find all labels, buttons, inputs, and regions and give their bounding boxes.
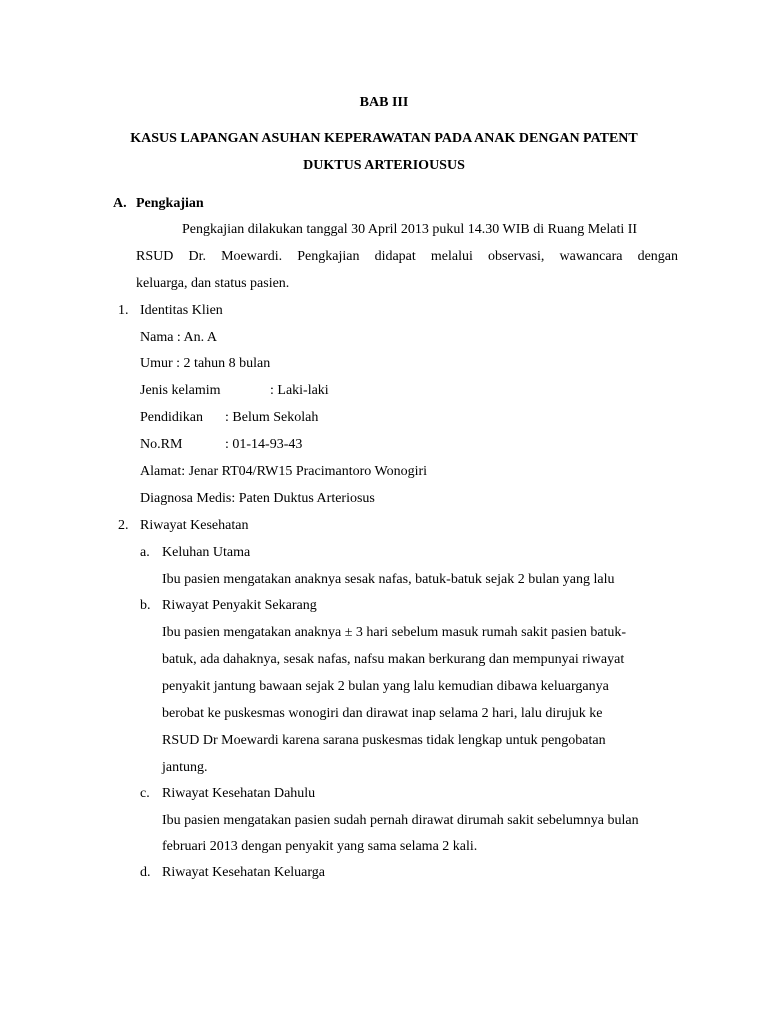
field-jenis-kelamin-value: : Laki-laki: [270, 383, 329, 398]
subitem-c-line-1: Ibu pasien mengatakan pasien sudah pernah dirawat dirumah sakit sebelumnya bulan: [162, 813, 639, 828]
subitem-b-line-5: RSUD Dr Moewardi karena sarana puskesmas tidak lengkap untuk pengobatan: [162, 733, 606, 748]
field-alamat: Alamat: Jenar RT04/RW15 Pracimantoro Wonogiri: [140, 464, 428, 479]
section-a-marker: A.: [113, 196, 127, 211]
subitem-d-marker: d.: [140, 865, 151, 880]
subitem-b-marker: b.: [140, 598, 151, 613]
field-pendidikan-value: : Belum Sekolah: [225, 410, 319, 425]
subitem-c-heading: Riwayat Kesehatan Dahulu: [162, 786, 316, 801]
subitem-a-heading: Keluhan Utama: [162, 545, 251, 560]
field-pendidikan-label: Pendidikan: [140, 410, 203, 425]
field-norm-label: No.RM: [140, 437, 183, 452]
field-diagnosa: Diagnosa Medis: Paten Duktus Arteriosus: [140, 491, 375, 506]
subitem-c-marker: c.: [140, 786, 150, 801]
subitem-b-line-6: jantung.: [162, 760, 208, 775]
item-1-heading: Identitas Klien: [140, 303, 223, 318]
field-norm-value: : 01-14-93-43: [225, 437, 303, 452]
field-nama: Nama : An. A: [140, 330, 217, 345]
subitem-a-marker: a.: [140, 545, 150, 560]
intro-line-3: keluarga, dan status pasien.: [136, 276, 290, 291]
subitem-b-line-3: penyakit jantung bawaan sejak 2 bulan yang lalu kemudian dibawa keluarganya: [162, 679, 609, 694]
section-a-heading: Pengkajian: [136, 196, 204, 211]
subitem-b-line-4: berobat ke puskesmas wonogiri dan dirawat inap selama 2 hari, lalu dirujuk ke: [162, 706, 603, 721]
intro-line-1: Pengkajian dilakukan tanggal 30 April 2013 pukul 14.30 WIB di Ruang Melati II: [182, 222, 638, 237]
chapter-heading: BAB III: [359, 95, 409, 110]
subitem-a-text: Ibu pasien mengatakan anaknya sesak nafas, batuk-batuk sejak 2 bulan yang lalu: [162, 572, 615, 587]
title-line-2: DUKTUS ARTERIOUSUS: [303, 158, 465, 173]
subitem-b-line-2: batuk, ada dahaknya, sesak nafas, nafsu makan berkurang dan mempunyai riwayat: [162, 652, 625, 667]
item-2-number: 2.: [118, 518, 129, 533]
subitem-d-heading: Riwayat Kesehatan Keluarga: [162, 865, 326, 880]
intro-line-2: RSUD Dr. Moewardi. Pengkajian didapat melalui observasi, wawancara dengan: [136, 249, 678, 264]
field-jenis-kelamin-label: Jenis kelamim: [140, 383, 221, 398]
field-umur: Umur : 2 tahun 8 bulan: [140, 356, 271, 371]
item-1-number: 1.: [118, 303, 129, 318]
subitem-b-heading: Riwayat Penyakit Sekarang: [162, 598, 317, 613]
subitem-b-line-1: Ibu pasien mengatakan anaknya ± 3 hari sebelum masuk rumah sakit pasien batuk-: [162, 625, 627, 640]
title-line-1: KASUS LAPANGAN ASUHAN KEPERAWATAN PADA ANAK DENGAN PATENT: [130, 131, 638, 146]
subitem-c-line-2: februari 2013 dengan penyakit yang sama selama 2 kali.: [162, 839, 478, 854]
item-2-heading: Riwayat Kesehatan: [140, 518, 249, 533]
